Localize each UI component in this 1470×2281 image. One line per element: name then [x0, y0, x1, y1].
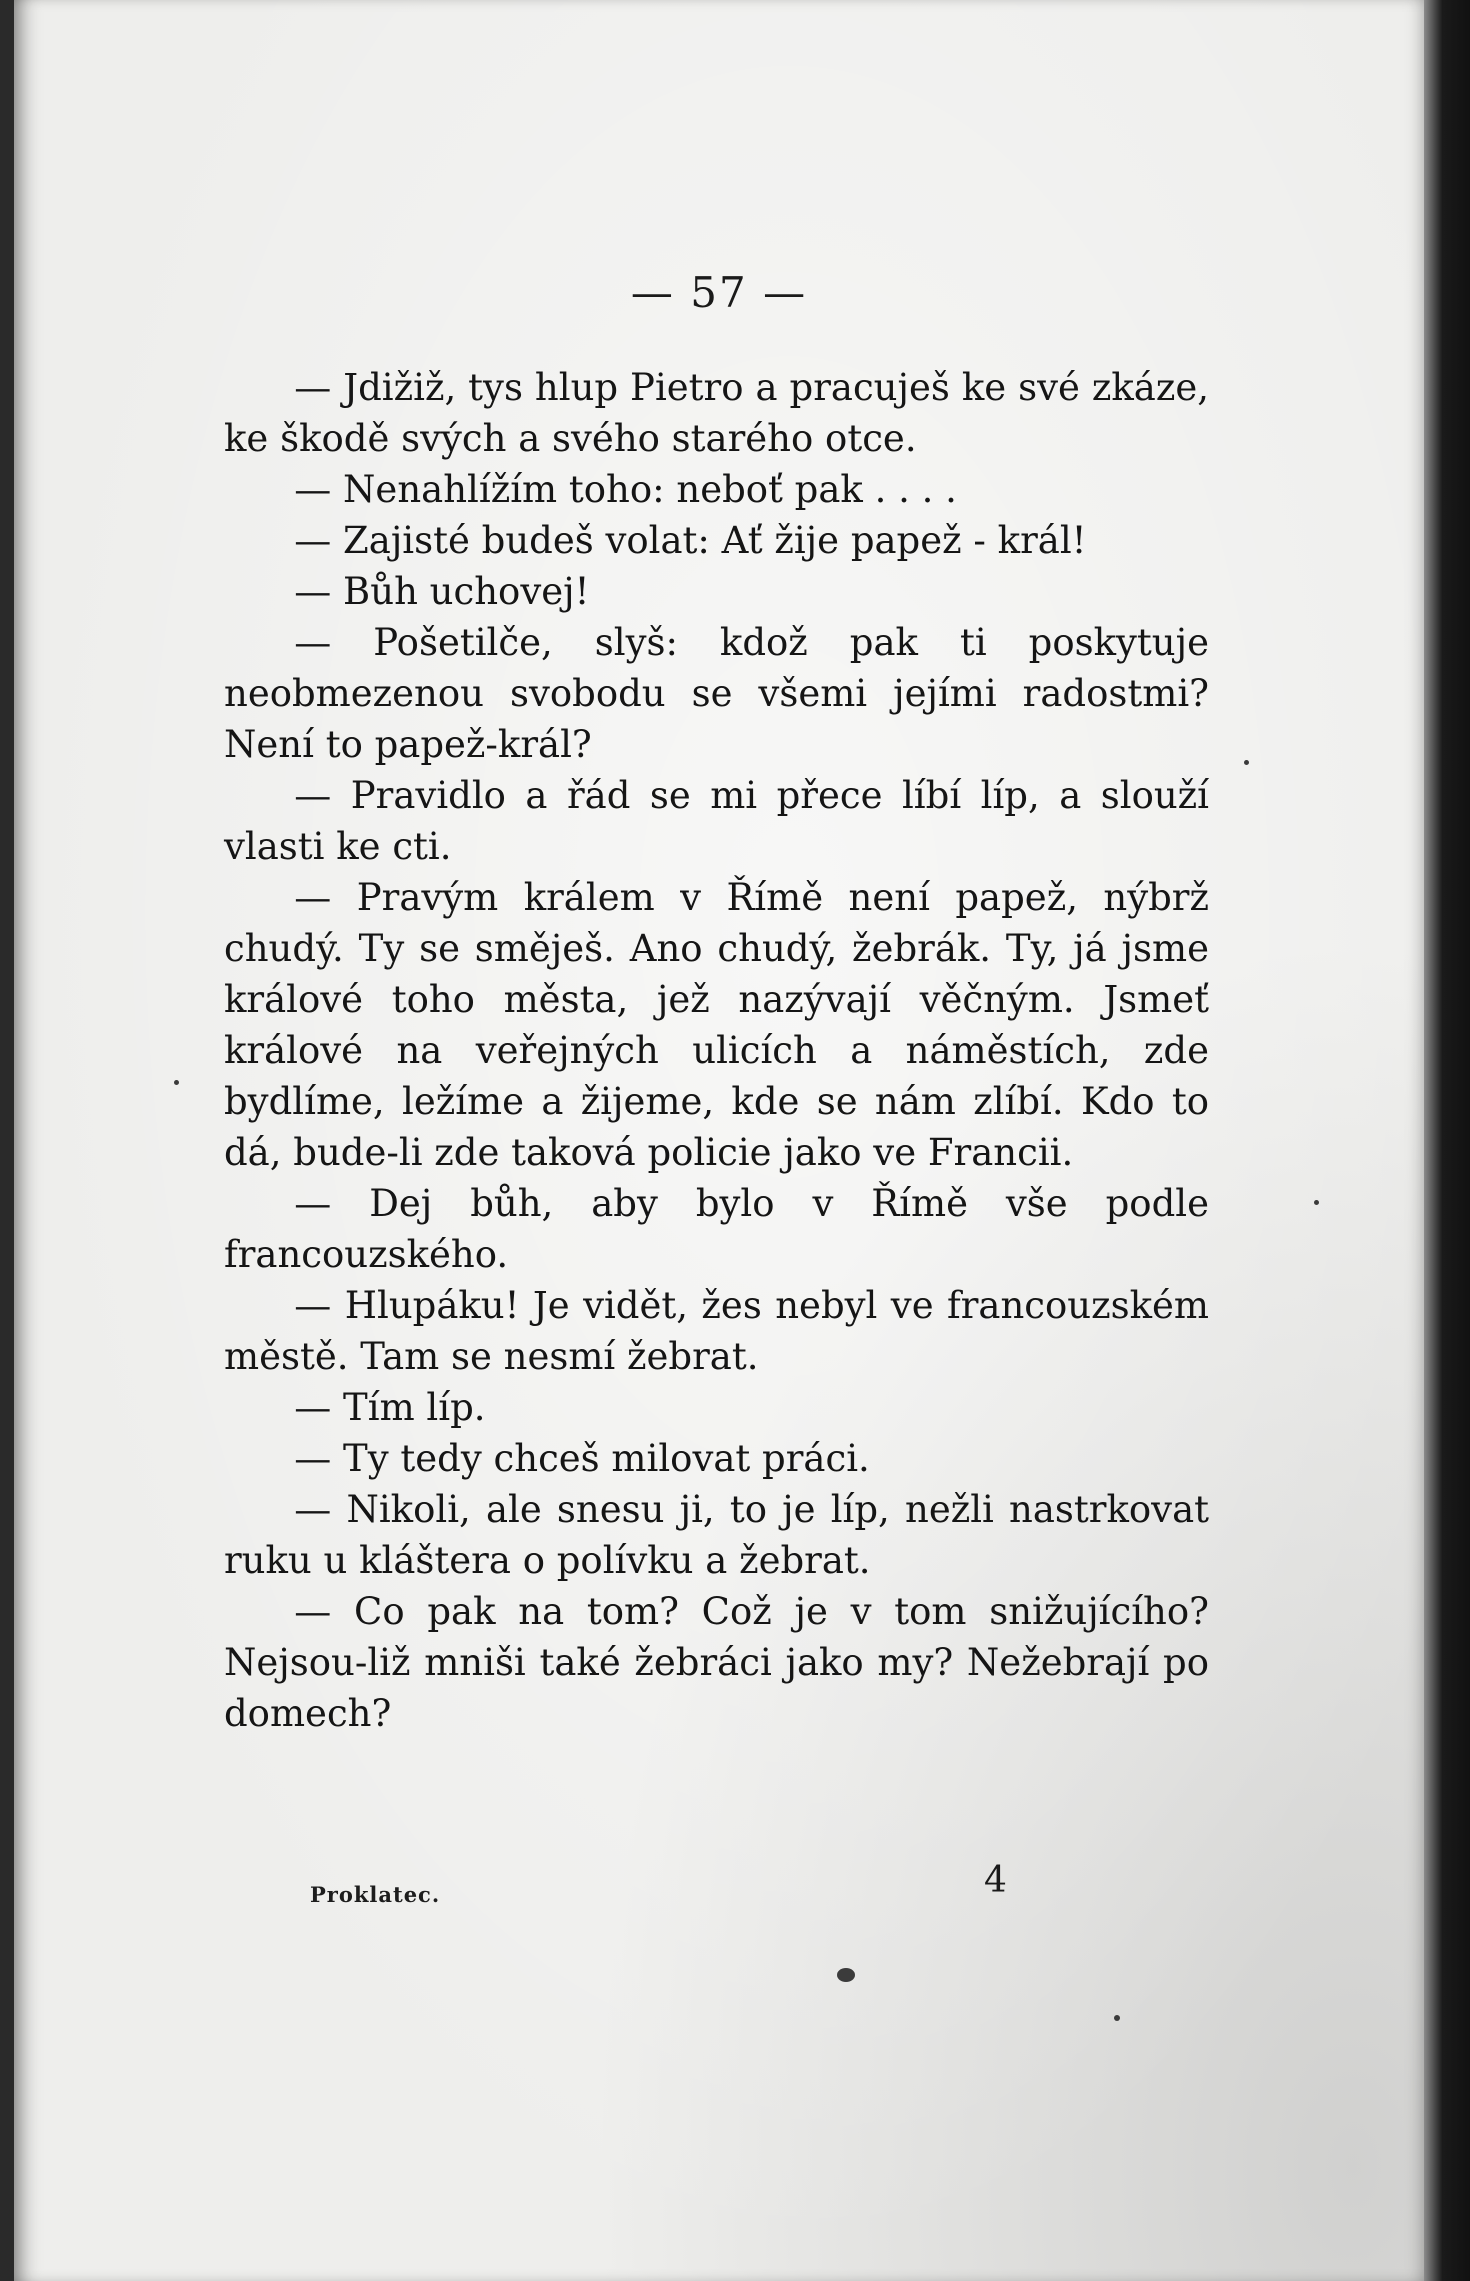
right-edge	[1424, 0, 1470, 2281]
paragraph: — Nikoli, ale snesu ji, to je líp, nežli nastrkovat ruku u kláštera o polívku a žebrat.	[224, 1488, 1209, 1582]
ink-speck	[1114, 2015, 1120, 2021]
paragraph: — Co pak na tom? Což je v tom snižujícího? Nejsou-liž mniši také žebráci jako my? Nežebrají po domech?	[224, 1590, 1209, 1735]
page-body	[224, 362, 1209, 1739]
ink-speck	[174, 1080, 179, 1085]
paragraph: — Hlupáku! Je vidět, žes nebyl ve francouzském městě. Tam se nesmí žebrat.	[224, 1284, 1209, 1378]
paragraph: — Jdižiž, tys hlup Pietro a pracuješ ke své zkáze, ke škodě svých a svého starého otce.	[224, 366, 1209, 460]
paragraph: — Ty tedy chceš milovat práci.	[294, 1437, 870, 1480]
signature-number: 4	[984, 1860, 1007, 1901]
paragraph: — Pošetilče, slyš: kdož pak ti poskytuje neobmezenou svobodu se všemi jejími radostmi? Není to papež-král?	[224, 621, 1209, 766]
ink-speck	[1314, 1200, 1319, 1205]
book-page	[14, 0, 1424, 2281]
signature-mark: Proklatec.	[310, 1882, 441, 1907]
ink-speck	[837, 1968, 855, 1982]
paragraph: — Tím líp.	[294, 1386, 486, 1429]
paragraph: — Nenahlížím toho: neboť pak . . . .	[294, 468, 957, 511]
ink-speck	[1244, 760, 1249, 765]
paragraph: — Dej bůh, aby bylo v Římě vše podle francouzského.	[224, 1182, 1209, 1276]
paragraph: — Zajisté budeš volat: Ať žije papež - král!	[294, 519, 1087, 562]
paragraph: — Bůh uchovej!	[294, 570, 590, 613]
paragraph: — Pravým králem v Římě není papež, nýbrž chudý. Ty se směješ. Ano chudý, žebrák. Ty, já jsme králové toho města, jež nazývají věčným. Jsmeť králové na veřejných ulicích a náměstích, zde bydlíme, ležíme a žijeme, kde se nám zlíbí. Kdo to dá, bude-li zde taková policie jako ve Francii.	[224, 876, 1209, 1174]
paragraph: — Pravidlo a řád se mi přece líbí líp, a slouží vlasti ke cti.	[224, 774, 1209, 868]
page-number: — 57 —	[630, 268, 808, 317]
